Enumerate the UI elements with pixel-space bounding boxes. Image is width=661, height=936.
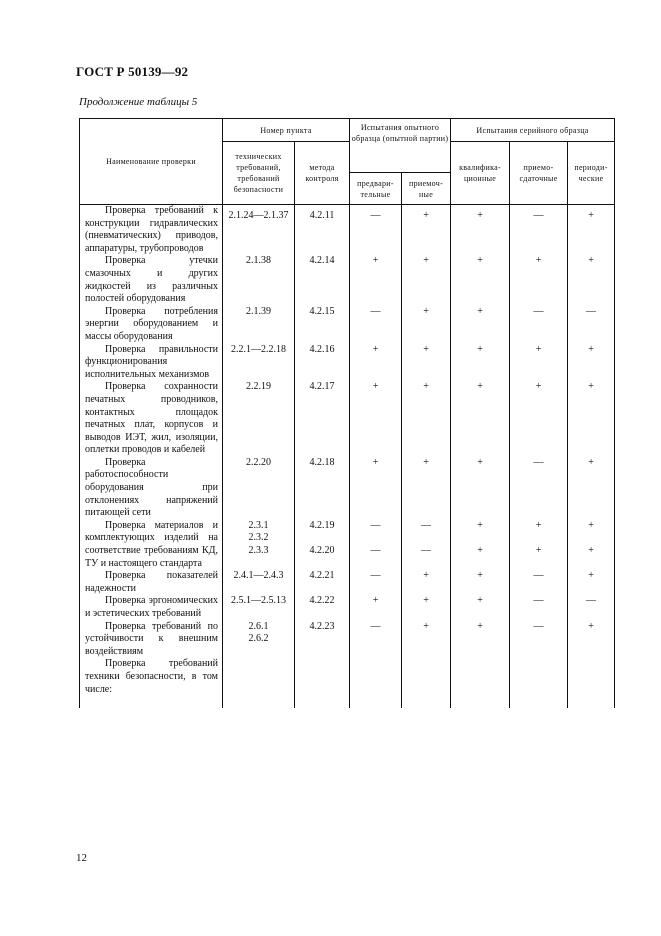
row-check-name: Проверка показателей надежности: [80, 570, 223, 595]
table-row: [80, 306, 615, 344]
row-preliminary: —: [350, 306, 402, 344]
row-acceptance-serial: —: [510, 457, 568, 520]
col-header-name: Наименование проверки: [80, 119, 223, 205]
verification-table: [79, 118, 615, 708]
row-tech-requirement: 2.2.19: [223, 381, 295, 457]
row-qualification: +: [451, 457, 510, 520]
row-acceptance-serial: +: [510, 381, 568, 457]
row-qualification-line: +: [477, 519, 483, 531]
row-acceptance-serial: —: [510, 621, 568, 659]
row-acceptance-prototype: +: [402, 344, 451, 382]
table-row: [80, 457, 615, 520]
row-periodic: +: [568, 344, 615, 382]
row-control-method: 4.2.21: [295, 570, 350, 595]
table-row: [80, 595, 615, 620]
col-header-prototype-tests: Испытания опытного образца (опытной партии): [350, 119, 451, 173]
row-preliminary: [350, 520, 402, 570]
row-check-name: Проверка требований к конструкции гидравлических (пневматических) приводов, аппаратуры, трубопроводов: [80, 205, 223, 256]
row-control-method: 4.2.15: [295, 306, 350, 344]
row-tech-requirement-line: 2.6.2: [248, 633, 269, 645]
row-qualification: [451, 520, 510, 570]
row-tech-requirement: 2.4.1—2.4.3: [223, 570, 295, 595]
row-preliminary-line: [350, 532, 401, 545]
row-qualification: +: [451, 255, 510, 305]
row-acceptance-prototype-line: —: [421, 545, 432, 557]
row-check-name: Проверка сохранности печатных проводников, контактных площадок печатных плат, корпусов и выводов ИЭТ, жил, изоляции, оплетки проводов и кабелей: [80, 381, 223, 457]
row-tech-requirement-line: 2.3.1: [248, 519, 269, 531]
row-periodic-line: +: [588, 545, 594, 557]
row-check-name: Проверка потребления энергии оборудованием и массы оборудования: [80, 306, 223, 344]
row-qualification: +: [451, 344, 510, 382]
row-periodic: +: [568, 255, 615, 305]
table-row: [80, 381, 615, 457]
row-acceptance-prototype: [402, 658, 451, 708]
row-preliminary: +: [350, 255, 402, 305]
row-acceptance-serial: —: [510, 205, 568, 256]
row-acceptance-serial-line: +: [535, 519, 542, 531]
col-header-preliminary: предвари-тельные: [350, 173, 402, 205]
row-acceptance-serial: —: [510, 570, 568, 595]
col-header-serial-tests: Испытания серийного образца: [451, 119, 615, 142]
row-tech-requirement-line: 2.3.3: [248, 545, 269, 557]
row-tech-requirement: [223, 520, 295, 570]
row-acceptance-serial: —: [510, 595, 568, 620]
table-row: [80, 205, 615, 256]
table-row: [80, 344, 615, 382]
row-control-method: 4.2.18: [295, 457, 350, 520]
row-control-method: 4.2.22: [295, 595, 350, 620]
row-qualification: [451, 658, 510, 708]
row-tech-requirement: 2.2.20: [223, 457, 295, 520]
row-tech-requirement: 2.2.1—2.2.18: [223, 344, 295, 382]
row-preliminary: —: [350, 205, 402, 256]
row-preliminary-line: —: [370, 519, 381, 531]
row-control-method: [295, 520, 350, 570]
row-periodic: [568, 520, 615, 570]
table-header: [80, 119, 615, 205]
table-row: [80, 520, 615, 570]
row-acceptance-prototype: +: [402, 205, 451, 256]
col-header-control-method: метода контроля: [295, 142, 350, 205]
row-periodic: +: [568, 381, 615, 457]
row-acceptance-serial-line: +: [535, 545, 542, 557]
row-acceptance-prototype: +: [402, 595, 451, 620]
table-row: [80, 658, 615, 708]
row-acceptance-serial: —: [510, 306, 568, 344]
row-qualification: +: [451, 595, 510, 620]
col-header-item-number: Номер пункта: [223, 119, 350, 142]
row-control-method: 4.2.14: [295, 255, 350, 305]
row-tech-requirement-line: 2.6.1: [248, 620, 269, 632]
row-qualification: +: [451, 381, 510, 457]
row-control-method: 4.2.23: [295, 621, 350, 659]
row-check-name: Проверка материалов и комплектующих изделий на соответствие требованиям КД, ТУ и настоящего стандарта: [80, 520, 223, 570]
row-acceptance-prototype: +: [402, 381, 451, 457]
row-acceptance-prototype-line: —: [421, 519, 432, 531]
row-periodic-line: +: [588, 519, 594, 531]
row-preliminary: +: [350, 344, 402, 382]
row-acceptance-prototype: +: [402, 255, 451, 305]
col-header-periodic: периоди-ческие: [568, 142, 615, 205]
row-periodic: +: [568, 570, 615, 595]
row-acceptance-serial: [510, 658, 568, 708]
row-check-name: Проверка работоспособности оборудования при отклонениях напряжений питающей сети: [80, 457, 223, 520]
row-qualification-line: +: [477, 545, 483, 557]
table-row: [80, 255, 615, 305]
row-preliminary: [350, 658, 402, 708]
row-periodic: +: [568, 621, 615, 659]
row-tech-requirement: [223, 658, 295, 708]
table-continuation-note: Продолжение таблицы 5: [79, 96, 198, 108]
row-control-method-line: [295, 532, 349, 545]
row-check-name: Проверка эргономических и эстетических требований: [80, 595, 223, 620]
row-acceptance-prototype: +: [402, 457, 451, 520]
row-check-name: Проверка утечки смазочных и других жидкостей из различных полостей оборудования: [80, 255, 223, 305]
row-periodic: [568, 658, 615, 708]
row-tech-requirement: [223, 621, 295, 659]
row-qualification: +: [451, 205, 510, 256]
col-header-qualification: квалифика-ционные: [451, 142, 510, 205]
row-acceptance-prototype: +: [402, 306, 451, 344]
row-tech-requirement: 2.1.38: [223, 255, 295, 305]
row-periodic: —: [568, 595, 615, 620]
row-preliminary: +: [350, 595, 402, 620]
row-control-method: [295, 658, 350, 708]
row-preliminary: —: [350, 621, 402, 659]
col-header-acceptance-prototype: приемоч-ные: [402, 173, 451, 205]
row-periodic: —: [568, 306, 615, 344]
col-header-acceptance-serial: приемо-сдаточные: [510, 142, 568, 205]
row-acceptance-prototype: +: [402, 570, 451, 595]
row-check-name: Проверка требований техники безопасности, в том числе:: [80, 658, 223, 708]
row-periodic: +: [568, 205, 615, 256]
row-preliminary: +: [350, 457, 402, 520]
row-acceptance-serial-line: [510, 532, 567, 545]
row-control-method: 4.2.11: [295, 205, 350, 256]
row-tech-requirement: 2.5.1—2.5.13: [223, 595, 295, 620]
row-acceptance-serial: +: [510, 344, 568, 382]
row-acceptance-serial: [510, 520, 568, 570]
row-qualification: +: [451, 570, 510, 595]
row-acceptance-serial: +: [510, 255, 568, 305]
row-periodic-line: [568, 532, 614, 545]
table-body: [80, 205, 615, 709]
row-check-name: Проверка требований по устойчивости к внешним воздействиям: [80, 621, 223, 659]
document-title: ГОСТ Р 50139—92: [76, 64, 189, 79]
row-qualification-line: [451, 532, 509, 545]
table-row: [80, 621, 615, 659]
row-acceptance-prototype-line: [402, 532, 450, 545]
table-row: [80, 570, 615, 595]
row-qualification: +: [451, 306, 510, 344]
row-acceptance-prototype: +: [402, 621, 451, 659]
row-control-method: 4.2.17: [295, 381, 350, 457]
row-tech-requirement: 2.1.24—2.1.37: [223, 205, 295, 256]
row-tech-requirement: 2.1.39: [223, 306, 295, 344]
row-control-method-line: 4.2.19: [309, 519, 335, 531]
page-number: 12: [76, 852, 87, 864]
row-periodic: +: [568, 457, 615, 520]
row-control-method: 4.2.16: [295, 344, 350, 382]
row-preliminary-line: —: [370, 545, 381, 557]
row-tech-requirement-line: 2.3.2: [248, 532, 269, 544]
row-qualification: +: [451, 621, 510, 659]
row-preliminary: +: [350, 381, 402, 457]
row-control-method-line: 4.2.20: [309, 545, 335, 557]
row-preliminary: —: [350, 570, 402, 595]
row-acceptance-prototype: [402, 520, 451, 570]
col-header-tech-requirements: технических требований, требований безопасности: [223, 142, 295, 205]
row-check-name: Проверка правильности функционирования исполнительных механизмов: [80, 344, 223, 382]
